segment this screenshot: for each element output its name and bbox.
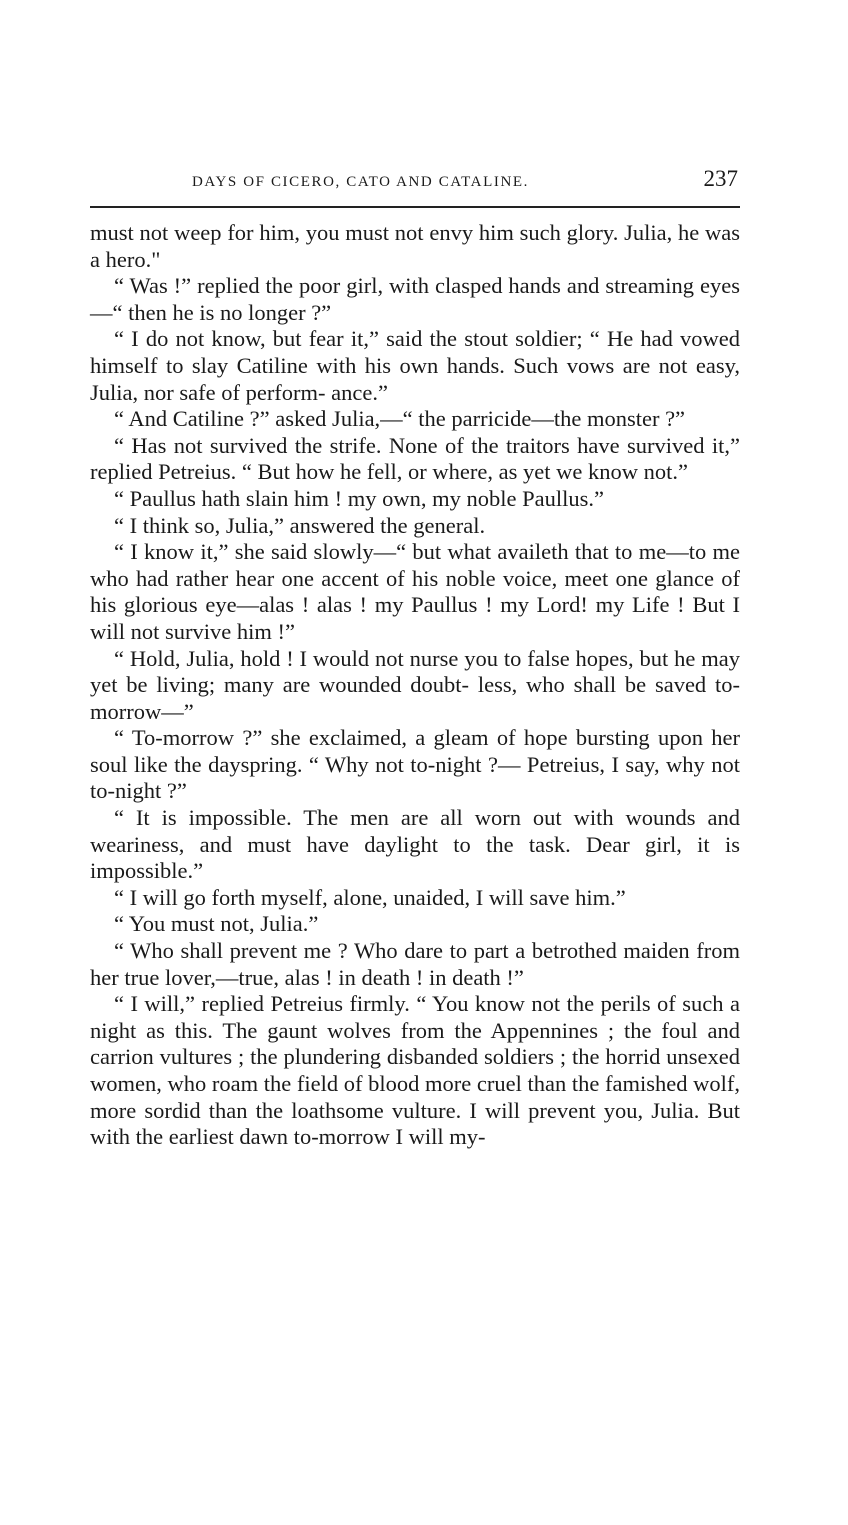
page-number: 237	[703, 166, 738, 191]
paragraph: “ I think so, Julia,” answered the general.	[114, 512, 486, 538]
paragraph: “ I do not know, but fear it,” said the stout soldier; “ He had vowed himself to slay Catiline with his own hands. Such vows are not easy, Julia, nor safe of perform- ance.”	[90, 326, 740, 405]
paragraph: must not weep for him, you must not envy him such glory. Julia, he was a hero."	[90, 220, 740, 272]
book-page	[90, 166, 740, 1151]
paragraph: “ And Catiline ?” asked Julia,—“ the parricide—the monster ?”	[114, 406, 686, 432]
paragraph: “ You must not, Julia.”	[114, 911, 319, 937]
header-rule	[90, 206, 740, 208]
paragraph: “ Has not survived the strife. None of the traitors have survived it,” replied Petreius. “ But how he fell, or where, as yet we know not.”	[90, 432, 740, 485]
body-text	[90, 220, 740, 1151]
paragraph: “ I know it,” she said slowly—“ but what availeth that to me—to me who had rather hear one accent of his noble voice, meet one glance of his glorious eye—alas ! alas ! my Paullus ! my Lord! my Life ! But I will not survive him !”	[90, 539, 740, 644]
paragraph: “ It is impossible. The men are all worn out with wounds and weariness, and must have daylight to the task. Dear girl, it is impossible.”	[90, 805, 740, 884]
paragraph: “ I will,” replied Petreius firmly. “ You know not the perils of such a night as this. The gaunt wolves from the Appennines ; the foul and carrion vultures ; the plundering disbanded soldiers ; the horrid unsexed women, who roam the field of blood more cruel than the famished wolf, more sordid than the loathsome vulture. I will prevent you, Julia. But with the earliest dawn to-morrow I will my-	[90, 991, 740, 1150]
paragraph: “ Paullus hath slain him ! my own, my noble Paullus.”	[114, 485, 604, 511]
paragraph: “ I will go forth myself, alone, unaided, I will save him.”	[114, 884, 626, 910]
running-title: DAYS OF CICERO, CATO AND CATALINE.	[192, 174, 529, 190]
paragraph: “ To-morrow ?” she exclaimed, a gleam of hope bursting upon her soul like the dayspring. “ Why not to-night ?— Petreius, I say, why not to-night ?”	[90, 725, 740, 804]
paragraph: “ Who shall prevent me ? Who dare to part a betrothed maiden from her true lover,—true, alas ! in death ! in death !”	[90, 938, 740, 990]
paragraph: “ Was !” replied the poor girl, with clasped hands and streaming eyes—“ then he is no longer ?”	[90, 273, 740, 325]
paragraph: “ Hold, Julia, hold ! I would not nurse you to false hopes, but he may yet be living; many are wounded doubt- less, who shall be saved to-morrow—”	[90, 645, 740, 724]
running-head	[90, 166, 740, 200]
